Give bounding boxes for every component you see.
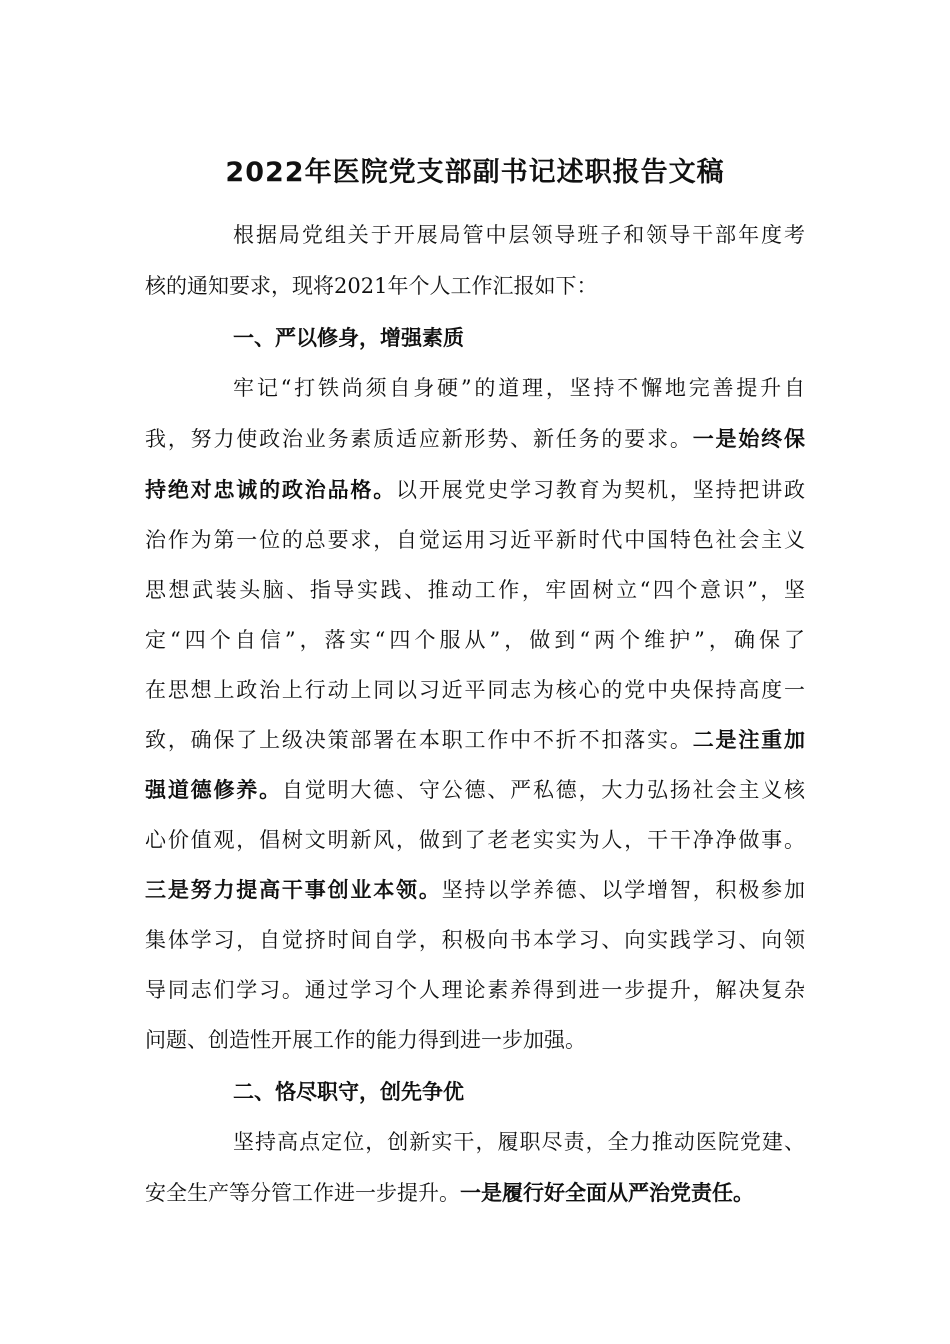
paragraph-line: 坚持高点定位，创新实干，履职尽责，全力推动医院党建、: [233, 1130, 805, 1154]
intro-line-1: 根据局党组关于开展局管中层领导班子和领导干部年度考: [233, 223, 805, 247]
bold-keypoint: 一是始终保: [692, 427, 806, 451]
bold-keypoint: 三是努力提高干事创业本领。: [145, 878, 442, 902]
bold-keypoint: 二是注重加: [692, 728, 806, 752]
paragraph-line: 导同志们学习。通过学习个人理论素养得到进一步提升，解决复杂: [145, 978, 805, 1002]
paragraph-line: 强道德修养。自觉明大德、守公德、严私德，大力弘扬社会主义核: [145, 778, 806, 802]
paragraph-line: 我，努力使政治业务素质适应新形势、新任务的要求。一是始终保: [145, 427, 806, 451]
paragraph-line: 集体学习，自觉挤时间自学，积极向书本学习、向实践学习、向领: [145, 928, 805, 952]
bold-keypoint: 一是履行好全面从严治党责任。: [460, 1181, 754, 1205]
paragraph-line: 三是努力提高干事创业本领。坚持以学养德、以学增智，积极参加: [145, 878, 806, 902]
intro-line-2: 核的通知要求，现将2021年个人工作汇报如下：: [145, 274, 598, 298]
section-1-heading: 一、严以修身，增强素质: [233, 326, 464, 350]
paragraph-line: 思想武装头脑、指导实践、推动工作，牢固树立“四个意识”，坚: [145, 578, 805, 602]
paragraph-line: 治作为第一位的总要求，自觉运用习近平新时代中国特色社会主义: [145, 528, 805, 552]
paragraph-line: 在思想上政治上行动上同以习近平同志为核心的党中央保持高度一: [145, 678, 805, 702]
paragraph-line: 致，确保了上级决策部署在本职工作中不折不扣落实。二是注重加: [145, 728, 806, 752]
bold-keypoint: 持绝对忠诚的政治品格。: [145, 478, 397, 502]
paragraph-line: 持绝对忠诚的政治品格。以开展党史学习教育为契机，坚持把讲政: [145, 478, 806, 502]
paragraph-line: 安全生产等分管工作进一步提升。一是履行好全面从严治党责任。: [145, 1181, 754, 1205]
section-2-heading: 二、恪尽职守，创先争优: [233, 1080, 464, 1104]
paragraph-line: 心价值观，倡树文明新风，做到了老老实实为人，干干净净做事。: [145, 828, 805, 852]
paragraph-line: 问题、创造性开展工作的能力得到进一步加强。: [145, 1028, 586, 1052]
paragraph-line: 定“四个自信”，落实“四个服从”，做到“两个维护”，确保了: [145, 628, 805, 652]
paragraph-line: 牢记“打铁尚须自身硬”的道理，坚持不懈地完善提升自: [233, 376, 805, 400]
document-title: 2022年医院党支部副书记述职报告文稿: [225, 157, 725, 188]
bold-keypoint: 强道德修养。: [145, 778, 282, 802]
